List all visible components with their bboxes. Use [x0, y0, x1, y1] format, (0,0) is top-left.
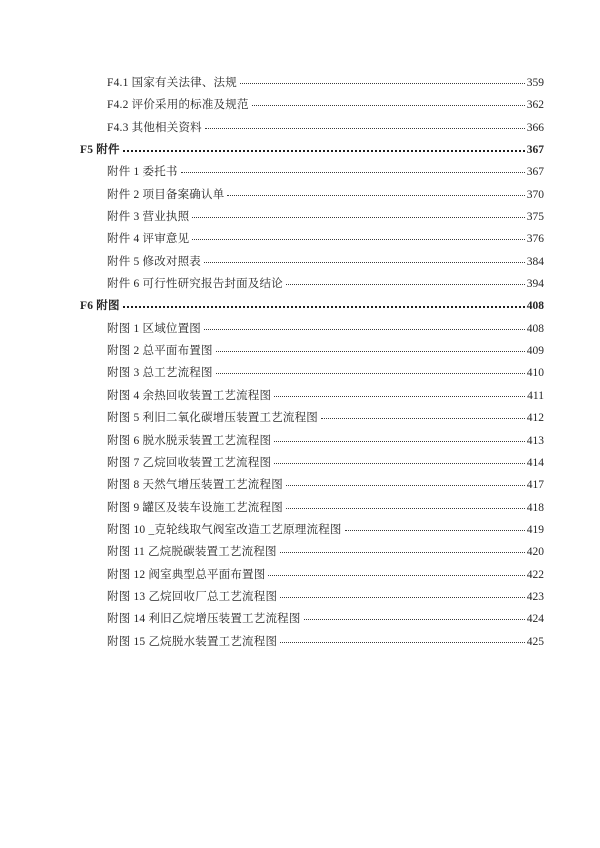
toc-row: [80, 161, 544, 183]
toc-page-number: 418: [526, 501, 544, 514]
toc-entry-label: 附图 7 乙烷回收装置工艺流程图: [107, 456, 272, 469]
toc-row: [80, 608, 544, 630]
toc-page-number: 362: [526, 99, 544, 112]
dot-leader: [216, 351, 525, 352]
toc-entry-label: 附件 3 营业执照: [107, 211, 190, 224]
toc-page-number: 367: [526, 166, 544, 179]
toc-entry-label: 附图 9 罐区及装车设施工艺流程图: [107, 501, 283, 514]
toc-entry-label: 附图 1 区域位置图: [107, 322, 201, 335]
toc-entry-label: F4.3 其他相关资料: [107, 121, 202, 134]
toc-page-number: 370: [526, 188, 544, 201]
toc-page-number: 424: [526, 613, 544, 626]
toc-page-number: 419: [526, 523, 544, 536]
toc-row: [80, 139, 544, 161]
toc-row: [80, 72, 544, 94]
toc-page-number: 412: [526, 412, 544, 425]
dot-leader: [204, 262, 525, 263]
toc-page-number: 409: [526, 345, 544, 358]
toc-entry-label: 附图 8 天然气增压装置工艺流程图: [107, 479, 283, 492]
toc-page-number: 408: [526, 322, 544, 335]
dot-leader: [345, 530, 525, 531]
toc-page-number: 425: [526, 635, 544, 648]
toc-row: [80, 586, 544, 608]
toc-row: [80, 452, 544, 474]
toc-page-number: 410: [526, 367, 544, 380]
toc-page-number: 359: [526, 77, 544, 89]
toc-entry-label: 附件 1 委托书: [107, 166, 178, 179]
dot-leader: [216, 373, 525, 374]
toc-entry-label: 附件 4 评审意见: [107, 233, 190, 246]
toc-page-number: 413: [526, 434, 544, 447]
dot-leader: [280, 642, 525, 643]
toc-row: [80, 541, 544, 563]
dot-leader: [286, 508, 525, 509]
toc-row: [80, 117, 544, 139]
toc-row: [80, 631, 544, 653]
toc-page-number: 394: [526, 278, 544, 291]
dot-leader: [280, 597, 525, 598]
toc-entry-label: 附图 14 利旧乙烷增压装置工艺流程图: [107, 613, 301, 626]
dot-leader: [123, 306, 525, 308]
toc-page-number: 411: [527, 389, 544, 402]
toc-entry-label: 附图 4 余热回收装置工艺流程图: [107, 389, 272, 402]
toc-entry-label: 附图 6 脱水脱汞装置工艺流程图: [107, 434, 272, 447]
toc-entry-label: 附图 3 总工艺流程图: [107, 367, 213, 380]
toc-row: [80, 94, 544, 116]
toc-page-number: 423: [526, 590, 544, 603]
dot-leader: [227, 195, 524, 196]
dot-leader: [192, 239, 524, 240]
toc-page-number: 376: [526, 233, 544, 246]
toc-entry-label: 附件 6 可行性研究报告封面及结论: [107, 278, 283, 291]
dot-leader: [268, 575, 524, 576]
toc-row: [80, 497, 544, 519]
toc-entry-label: 附件 5 修改对照表: [107, 255, 201, 268]
toc-page-number: 366: [526, 121, 544, 134]
toc-row: [80, 362, 544, 384]
toc-entry-label: 附图 11 乙烷脱碳装置工艺流程图: [107, 546, 277, 559]
dot-leader: [205, 128, 525, 129]
dot-leader: [286, 485, 525, 486]
dot-leader: [274, 463, 525, 464]
toc-row: [80, 228, 544, 250]
dot-leader: [286, 284, 525, 285]
toc-entry-label: F4.2 评价采用的标准及规范: [107, 99, 249, 112]
toc-entry-label: F6 附图: [80, 300, 120, 313]
dot-leader: [240, 83, 525, 84]
dot-leader: [192, 217, 524, 218]
toc-entry-label: 附图 10 _克轮线取气阀室改造工艺原理流程图: [107, 523, 342, 536]
toc-page-number: 408: [526, 300, 544, 313]
toc-page-number: 375: [526, 211, 544, 224]
toc-row: [80, 295, 544, 317]
toc-row: [80, 251, 544, 273]
toc-row: [80, 273, 544, 295]
dot-leader: [274, 396, 525, 397]
dot-leader: [181, 172, 525, 173]
toc-row: [80, 474, 544, 496]
dot-leader: [204, 329, 525, 330]
toc-row: [80, 407, 544, 429]
toc-row: [80, 385, 544, 407]
dot-leader: [321, 418, 525, 419]
toc-entry-label: 附件 2 项目备案确认单: [107, 188, 225, 201]
toc-entry-label: 附图 12 阀室典型总平面布置图: [107, 568, 266, 581]
toc-entry-label: 附图 13 乙烷回收厂总工艺流程图: [107, 590, 278, 603]
toc-page-number: 417: [526, 479, 544, 492]
toc-row: [80, 184, 544, 206]
dot-leader: [274, 441, 525, 442]
toc-page-number: 420: [526, 546, 544, 559]
toc-page-number: 367: [526, 144, 544, 157]
toc-entry-label: F4.1 国家有关法律、法规: [107, 77, 237, 89]
toc-entry-label: 附图 5 利旧二氧化碳增压装置工艺流程图: [107, 412, 318, 425]
toc-row: [80, 340, 544, 362]
toc-entry-label: 附图 2 总平面布置图: [107, 345, 213, 358]
dot-leader: [123, 150, 525, 152]
toc-row: [80, 206, 544, 228]
toc-page-number: 422: [526, 568, 544, 581]
toc-row: [80, 430, 544, 452]
toc-row: [80, 318, 544, 340]
dot-leader: [252, 105, 525, 106]
toc-entry-label: F5 附件: [80, 144, 120, 157]
toc-row: [80, 519, 544, 541]
toc-row: [80, 564, 544, 586]
toc-list: [80, 72, 544, 653]
toc-page-number: 414: [526, 456, 544, 469]
dot-leader: [280, 552, 525, 553]
toc-page-number: 384: [526, 255, 544, 268]
dot-leader: [304, 619, 525, 620]
toc-entry-label: 附图 15 乙烷脱水装置工艺流程图: [107, 635, 278, 648]
